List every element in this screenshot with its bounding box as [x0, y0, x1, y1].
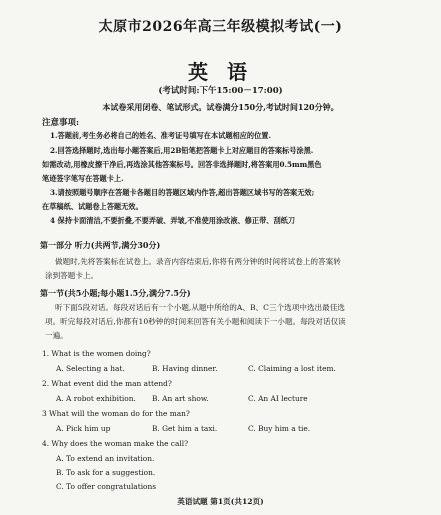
page-footer: 英语试题 第1页(共12页): [177, 497, 264, 506]
notice-line: 如需改动,用橡皮擦干净后,再选涂其他答案标号。回答非选择题时,将答案用0.5mm黑色: [42, 160, 322, 169]
question-option: A. A robot exhibition.: [56, 394, 136, 403]
question-stem: 3 What will the woman do for the man?: [42, 409, 190, 418]
subject-title: 英 语: [188, 60, 253, 84]
question-option: A. Pick him up: [56, 424, 111, 433]
notice-heading: 注意事项:: [42, 118, 80, 128]
question-option: B. To ask for a suggestion.: [56, 468, 156, 477]
part1-instruction: 做题时,先将答案标在试卷上。录音内容结束后,你将有两分钟的时间将试卷上的答案转: [55, 257, 341, 266]
part1-instruction: 涂到答题卡上。: [45, 271, 99, 280]
section1-instruction: 项。听完每段对话后,你都有10秒钟的时间来回答有关小题和阅读下一小题。每段对话仅读: [45, 317, 346, 326]
question-option: B. Having dinner.: [152, 364, 218, 373]
exam-description: 本试卷采用闭卷、笔试形式。试卷满分150分,考试时间120分钟。: [102, 102, 339, 112]
section1-instruction: 听下面5段对话。每段对话后有一个小题,从题中所给的A、B、C三个选项中选出最佳选: [55, 303, 345, 312]
question-stem: 4. Why does the woman make the call?: [42, 439, 189, 448]
notice-line: 2.回答选择题时,选出每小题答案后,用2B铅笔把答题卡上对应题目的答案标号涂黑.: [50, 146, 314, 155]
question-option: C. An AI lecture: [248, 394, 308, 403]
question-option: A. Selecting a hat.: [56, 364, 125, 373]
question-stem: 2. What event did the man attend?: [42, 379, 172, 388]
question-stem: 1. What is the women doing?: [42, 349, 151, 358]
notice-line: 3.请按照题号顺序在答题卡各题目的答题区域内作答,超出答题区域书写的答案无效;: [50, 188, 315, 197]
notice-line: 4 保持卡面清洁,不要折叠,不要弄破、弄皱,不准使用涂改液、修正带、刮纸刀: [50, 216, 296, 225]
section1-instruction: 一遍。: [45, 331, 68, 340]
notice-line: 1.答题前,考生务必将自己的姓名、准考证号填写在本试题相应的位置.: [50, 131, 271, 140]
question-option: C. Claiming a lost item.: [248, 364, 336, 373]
question-option: C. To offer congratulations: [56, 482, 157, 491]
notice-line: 在草稿纸、试题卷上答题无效。: [42, 202, 143, 211]
question-option: B. An art show.: [152, 394, 209, 403]
question-option: B. Get him a taxi.: [152, 424, 218, 433]
question-option: A. To extend an invitation.: [56, 454, 155, 463]
notice-line: 笔迹签字笔写在答题卡上.: [42, 174, 124, 183]
part1-heading: 第一部分 听力(共两节,满分30分): [40, 240, 161, 250]
section1-heading: 第一节(共5小题;每小题1.5分,满分7.5分): [40, 288, 191, 298]
exam-time: (考试时间:下午15:00－17:00): [158, 86, 283, 96]
question-option: C. Buy him a tie.: [248, 424, 311, 433]
exam-title: 太原市2026年高三年级模拟考试(一): [98, 19, 343, 35]
